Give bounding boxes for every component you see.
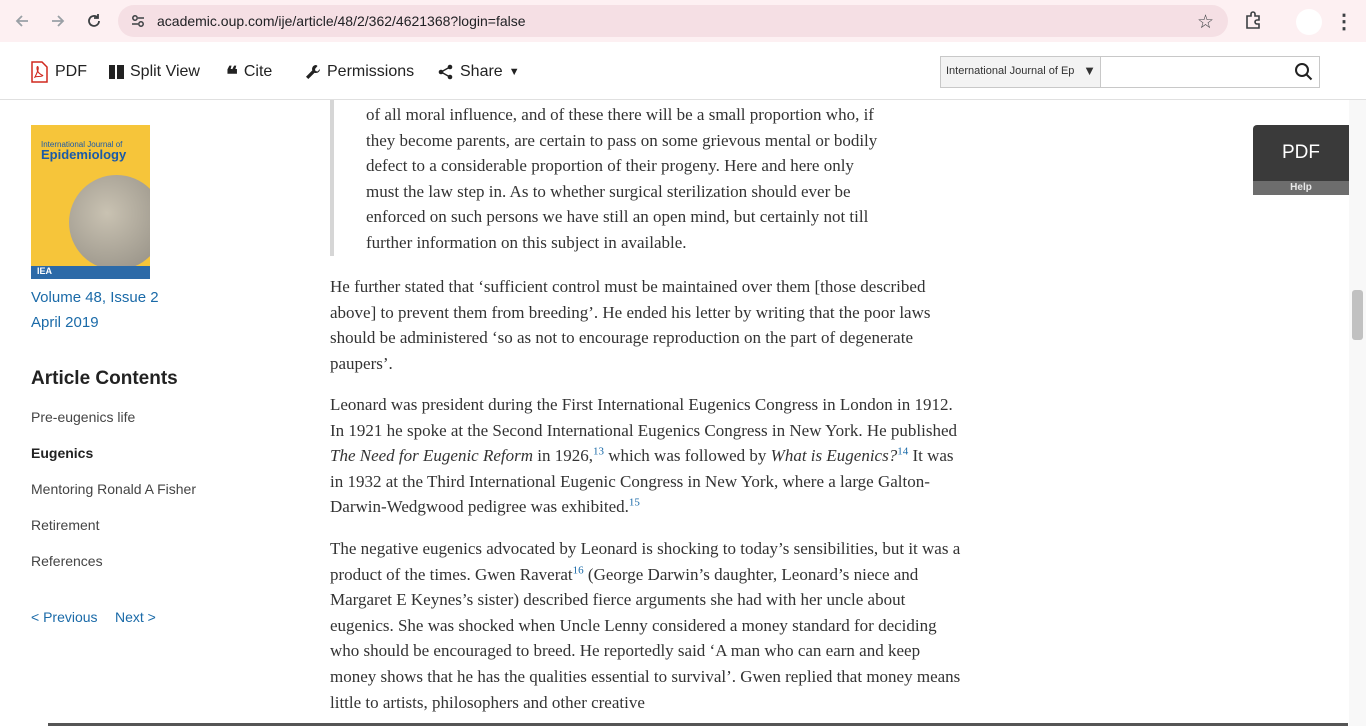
toc-item-eugenics[interactable]: Eugenics [31, 445, 94, 461]
pdf-label: PDF [55, 63, 87, 80]
split-view-button[interactable] [109, 61, 200, 83]
paragraph-2 [330, 392, 965, 520]
scrollbar-thumb[interactable] [1352, 290, 1363, 340]
p2-text-c: which was followed by [604, 446, 771, 466]
pdf-button[interactable] [30, 61, 87, 83]
quote-icon: ❝ [226, 62, 238, 88]
previous-article-link[interactable]: < Previous [31, 609, 98, 625]
url-text[interactable]: academic.oup.com/ije/article/48/2/362/4621368?login=false [157, 13, 526, 29]
page-scrollbar[interactable] [1349, 100, 1366, 726]
forward-icon[interactable] [46, 9, 70, 33]
toc-item-mentoring[interactable]: Mentoring Ronald A Fisher [31, 481, 196, 497]
article-contents-heading: Article Contents [31, 368, 178, 389]
split-view-icon [109, 65, 124, 79]
address-bar[interactable] [118, 5, 1228, 37]
extensions-icon[interactable] [1243, 10, 1263, 35]
p2-text-d: It was in 1932 at the Third International Eugenic Congress in New York, where a large Galton-Darwin-Wedgwood pedigree was exhibited. [330, 446, 954, 517]
quote-line: further information on this subject in available. [366, 232, 687, 252]
toc-item-references[interactable]: References [31, 553, 103, 569]
share-icon [438, 64, 454, 80]
quote-line: of all moral influence, and of these there will be a small proportion who, if [366, 105, 874, 124]
bookmark-star-icon[interactable]: ☆ [1196, 12, 1214, 33]
cite-button[interactable] [226, 61, 273, 88]
search-icon[interactable] [1294, 62, 1313, 86]
chevron-down-icon: ▼ [1083, 63, 1096, 78]
permissions-label: Permissions [327, 63, 415, 80]
split-view-label: Split View [130, 63, 200, 80]
reference-link-16[interactable]: 16 [572, 563, 584, 576]
cover-publisher: IEA [37, 266, 53, 276]
quote-line: defect to a considerable proportion of their progeny. Here and here only [366, 156, 854, 176]
browser-chrome [0, 0, 1366, 42]
share-button[interactable] [438, 61, 520, 83]
reference-link-14[interactable]: 14 [897, 445, 909, 458]
journal-cover-image[interactable] [31, 125, 150, 279]
paragraph-3 [330, 536, 965, 715]
cover-globe-graphic [69, 175, 150, 270]
p3-text-a: The negative eugenics advocated by Leonard is shocking to today’s sensibilities, but it was a product of the times. Gwen Raverat [330, 539, 961, 584]
search-scope-select[interactable] [941, 57, 1101, 87]
wrench-icon [305, 64, 321, 80]
search-input[interactable] [1102, 57, 1282, 87]
profile-avatar[interactable] [1296, 9, 1322, 35]
cite-label: Cite [243, 63, 273, 80]
book-title-need-for-eugenic-reform: The Need for Eugenic Reform [330, 446, 534, 466]
toc-item-pre-eugenics-life[interactable]: Pre-eugenics life [31, 409, 136, 425]
volume-issue-link[interactable]: Volume 48, Issue 2 [31, 289, 159, 306]
site-settings-icon[interactable] [130, 13, 146, 34]
back-icon[interactable] [10, 9, 34, 33]
p2-text-a: Leonard was president during the First International Eugenics Congress in London in 1912. In 1921 he spoke at the Second International Eugenics Congress in New York. He published [330, 395, 957, 440]
floating-help-label[interactable]: Help [1253, 181, 1349, 195]
next-article-link[interactable]: Next > [115, 609, 156, 625]
pdf-icon [30, 61, 49, 83]
share-label: Share [460, 63, 503, 80]
search-bar [940, 56, 1320, 88]
issue-date-link[interactable]: April 2019 [31, 314, 99, 331]
reload-icon[interactable] [82, 9, 106, 33]
book-title-what-is-eugenics: What is Eugenics? [770, 446, 898, 466]
article-toolbar [0, 42, 1366, 100]
reference-link-15[interactable]: 15 [628, 496, 640, 509]
reference-link-13[interactable]: 13 [593, 445, 604, 458]
p2-text-b: in 1926, [533, 446, 593, 466]
quote-line: they become parents, are certain to pass on some grievous mental or bodily [366, 130, 878, 150]
paragraph-1: He further stated that ‘sufficient control must be maintained over them [those described above] to prevent them from breeding’. He ended his letter by writing that the poor laws should be administered ‘so as not to encourage reproduction on the part of degenerate paupers’. [330, 277, 931, 373]
floating-pdf-label[interactable]: PDF [1282, 142, 1320, 163]
p3-text-b: (George Darwin’s daughter, Leonard’s niece and Margaret E Keynes’s sister) described fierce arguments she had with her uncle about eugenics. She was shocked when Uncle Lenny considered a money standard for deciding who should be encouraged to breed. He reportedly said ‘A man who can earn and keep money shows that he has the qualities essential to survival’. Gwen replied that money means little to artists, philosophers and other creative [330, 564, 961, 712]
share-caret-icon: ▼ [508, 66, 520, 78]
quote-line: must the law step in. As to whether surgical sterilization should ever be [366, 181, 851, 201]
cover-journal-title: Epidemiology [41, 147, 127, 162]
cover-journal-prefix: International Journal of [41, 140, 123, 149]
search-scope-value: International Journal of Ep [946, 65, 1075, 77]
blockquote [330, 100, 930, 256]
browser-menu-icon[interactable]: ⋮ [1334, 11, 1354, 33]
permissions-button[interactable] [305, 61, 414, 83]
toc-item-retirement[interactable]: Retirement [31, 517, 100, 533]
quote-line: enforced on such persons we have still an open mind, but certainly not till [366, 207, 869, 227]
floating-pdf-widget[interactable] [1253, 125, 1349, 195]
